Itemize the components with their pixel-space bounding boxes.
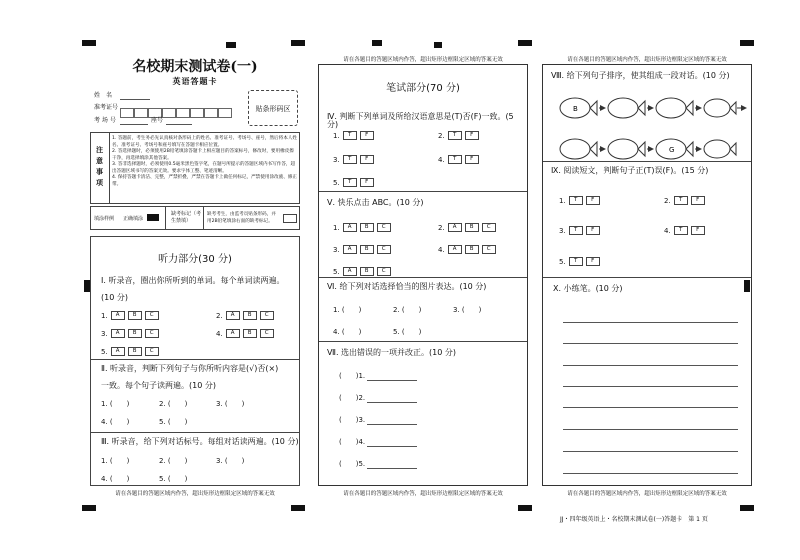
- room-label: 考 场 号: [94, 117, 116, 124]
- q6-item[interactable]: 3. ( ): [453, 306, 482, 314]
- q2-item[interactable]: 3. ( ): [216, 400, 245, 408]
- writing-line[interactable]: [563, 365, 738, 366]
- q6-item[interactable]: 5. ( ): [393, 328, 422, 336]
- q2-item[interactable]: 4. ( ): [101, 418, 130, 426]
- q1-item[interactable]: 3. A B C: [101, 329, 159, 338]
- q4-item[interactable]: 5. T F: [333, 178, 374, 187]
- q6-item[interactable]: 4. ( ): [333, 328, 362, 336]
- timing-mark: [372, 40, 382, 46]
- fill-example-label: 填涂样例: [94, 216, 115, 222]
- q4-title: Ⅳ. 判断下列单词及所给汉语意思是(T)否(F)一致。(5 分): [327, 112, 514, 129]
- notice-item: 1. 答题前，考生务必先认真核对条形码上的姓名、准考证号、考场号、座号，然后将本人姓名、准考证号、考场号和座号填写在答题卡相应位置。: [112, 136, 298, 148]
- notice-box: [90, 132, 300, 204]
- q9-item[interactable]: 3. T F: [559, 226, 600, 235]
- q2-title2: 一致。每个句子读两遍。(10 分): [101, 381, 216, 390]
- svg-text:G: G: [669, 146, 675, 154]
- name-label: 姓 名: [94, 92, 113, 99]
- notice-item: 3. 答非选择题时，必须使用0.5毫米黑色签字笔，在题号所提示的答题区域内书写作答，超出答题区域书写的答案无效。要求字体工整、笔迹清晰。: [112, 162, 296, 174]
- exam-subtitle: 英语答题卡: [172, 77, 218, 86]
- q4-item[interactable]: 2. T F: [438, 131, 479, 140]
- q5-item[interactable]: 5. A B C: [333, 267, 391, 276]
- q1-item[interactable]: 2. A B C: [216, 311, 274, 320]
- filled-box-sample: [147, 214, 159, 221]
- mid-header-note: 请在各题目的答题区域内作答，超出矩形边框限定区域的答案无效: [343, 57, 503, 63]
- room-field[interactable]: [120, 124, 148, 125]
- absent-mark-label: 缺考标记（考生禁填）: [171, 211, 202, 224]
- fish-icon[interactable]: [704, 140, 736, 158]
- q1-item[interactable]: 5. A B C: [101, 347, 159, 356]
- writing-line[interactable]: [563, 343, 738, 344]
- q1-score: (10 分): [101, 293, 128, 302]
- q2-item[interactable]: 2. ( ): [159, 400, 188, 408]
- q3-item[interactable]: 5. ( ): [159, 475, 188, 483]
- seat-label: 座号: [151, 117, 164, 124]
- q3-item[interactable]: 2. ( ): [159, 457, 188, 465]
- q7-item[interactable]: ( )2.: [339, 393, 417, 403]
- q9-item[interactable]: 2. T F: [664, 196, 705, 205]
- q8-title: Ⅷ. 给下列句子排序，使其组成一段对话。(10 分): [551, 71, 730, 80]
- barcode-label: 贴条形码区: [255, 105, 291, 113]
- written-title: 笔试部分(70 分): [386, 83, 460, 94]
- writing-line[interactable]: [563, 429, 738, 430]
- q9-item[interactable]: 4. T F: [664, 226, 705, 235]
- seat-field[interactable]: [166, 124, 192, 125]
- page-footer: JJ・四年级英语上・名校期末测试卷(一)答题卡 第 1 页: [560, 516, 708, 523]
- fish-icon[interactable]: [704, 99, 736, 117]
- fish-sequence: [553, 91, 748, 171]
- absent-mark-note: 缺考考生，由监考员贴条形码，并用2B铅笔填涂右面的缺考标记。: [207, 212, 276, 224]
- q7-item[interactable]: ( )3.: [339, 415, 417, 425]
- q3-item[interactable]: 3. ( ): [216, 457, 245, 465]
- q10-title: Ⅹ. 小练笔。(10 分): [553, 284, 623, 293]
- fish-icon[interactable]: [656, 139, 693, 159]
- q7-item[interactable]: ( )1.: [339, 371, 417, 381]
- timing-mark: [226, 42, 236, 48]
- fill-example-correct: 正确填涂: [123, 216, 144, 222]
- q9-item[interactable]: 5. T F: [559, 257, 600, 266]
- timing-mark: [740, 40, 754, 46]
- q7-title: Ⅶ. 选出错误的一项并改正。(10 分): [327, 348, 457, 357]
- fish-row-top: [560, 98, 746, 118]
- writing-line[interactable]: [563, 407, 738, 408]
- q5-item[interactable]: 3. A B C: [333, 245, 391, 254]
- left-column: [88, 50, 302, 500]
- q3-title: Ⅲ. 听录音，给下列对话标号。每组对话读两遍。(10 分): [101, 437, 299, 446]
- q3-item[interactable]: 1. ( ): [101, 457, 130, 465]
- writing-line[interactable]: [563, 451, 738, 452]
- fish-icon[interactable]: [656, 98, 693, 118]
- fish-icon[interactable]: [608, 98, 645, 118]
- writing-line[interactable]: [563, 322, 738, 323]
- q4-item[interactable]: 1. T F: [333, 131, 374, 140]
- written-frame: [318, 64, 528, 486]
- q9-item[interactable]: 1. T F: [559, 196, 600, 205]
- q1-title: Ⅰ. 听录音，圈出你所听到的单词。每个单词读两遍。: [101, 276, 285, 285]
- q5-item[interactable]: 1. A B C: [333, 223, 391, 232]
- fish-row-bottom: [560, 139, 736, 159]
- q5-item[interactable]: 2. A B C: [438, 223, 496, 232]
- q5-title: Ⅴ. 快乐点击 ABC。(10 分): [327, 198, 424, 207]
- timing-mark: [291, 40, 305, 46]
- barcode-area: [248, 90, 298, 126]
- q4-item[interactable]: 4. T F: [438, 155, 479, 164]
- q6-item[interactable]: 2. ( ): [393, 306, 422, 314]
- right-header-note: 请在各题目的答题区域内作答，超出矩形边框限定区域的答案无效: [567, 57, 727, 63]
- ticket-label: 准考证号: [94, 104, 119, 111]
- fish-icon[interactable]: [608, 139, 645, 159]
- q6-item[interactable]: 1. ( ): [333, 306, 362, 314]
- name-field[interactable]: [120, 99, 150, 100]
- q1-item[interactable]: 4. A B C: [216, 329, 274, 338]
- q2-title: Ⅱ. 听录音，判断下列句子与你所听内容是(√)否(×): [101, 364, 279, 373]
- q2-item[interactable]: 1. ( ): [101, 400, 130, 408]
- notice-item: 2. 答选择题时，必须使用2B铅笔填涂答题卡上相应题目的答案标号，修改时，要用橡皮擦干净，再选择填涂其他答案。: [112, 149, 294, 161]
- q7-item[interactable]: ( )4.: [339, 437, 417, 447]
- q4-item[interactable]: 3. T F: [333, 155, 374, 164]
- exam-title: 名校期末测试卷(一): [132, 59, 258, 75]
- q6-title: Ⅵ. 给下列对话选择恰当的图片表达。(10 分): [327, 282, 487, 291]
- fish-icon[interactable]: [560, 98, 597, 118]
- timing-mark: [518, 40, 532, 46]
- timing-mark: [434, 42, 442, 48]
- timing-mark: [740, 505, 754, 511]
- q1-item[interactable]: 1. A B C: [101, 311, 159, 320]
- right-footer-note: 请在各题目的答题区域内作答，超出矩形边框限定区域的答案无效: [567, 491, 727, 497]
- writing-line[interactable]: [563, 386, 738, 387]
- timing-mark: [82, 505, 96, 511]
- left-footer-note: 请在各题目的答题区域内作答，超出矩形边框限定区域的答案无效: [115, 491, 275, 497]
- q2-item[interactable]: 5. ( ): [159, 418, 188, 426]
- fish-icon[interactable]: [560, 139, 597, 159]
- timing-mark: [518, 505, 532, 511]
- right-frame: [542, 64, 752, 486]
- notice-title-cell: [91, 133, 110, 203]
- q3-item[interactable]: 4. ( ): [101, 475, 130, 483]
- notice-title: 注意事项: [96, 146, 103, 187]
- ticket-boxes[interactable]: [120, 103, 232, 122]
- fill-example-row: [90, 206, 300, 230]
- q9-title: Ⅸ. 阅读短文，判断句子正(T)误(F)。(15 分): [551, 166, 709, 175]
- mid-footer-note: 请在各题目的答题区域内作答，超出矩形边框限定区域的答案无效: [343, 491, 503, 497]
- absent-mark-box[interactable]: [283, 214, 297, 223]
- timing-mark: [291, 505, 305, 511]
- svg-text:B: B: [573, 105, 578, 113]
- writing-line[interactable]: [563, 473, 738, 474]
- q7-item[interactable]: ( )5.: [339, 459, 417, 469]
- notice-item: 4. 保持答题卡清洁、完整，严禁折叠，严禁在答题卡上做任何标记，严禁使用涂改液、修正带。: [112, 175, 298, 187]
- notice-list: [112, 136, 298, 188]
- listening-frame: [90, 236, 300, 486]
- timing-mark: [82, 40, 96, 46]
- q5-item[interactable]: 4. A B C: [438, 245, 496, 254]
- listening-title: 听力部分(30 分): [158, 254, 232, 265]
